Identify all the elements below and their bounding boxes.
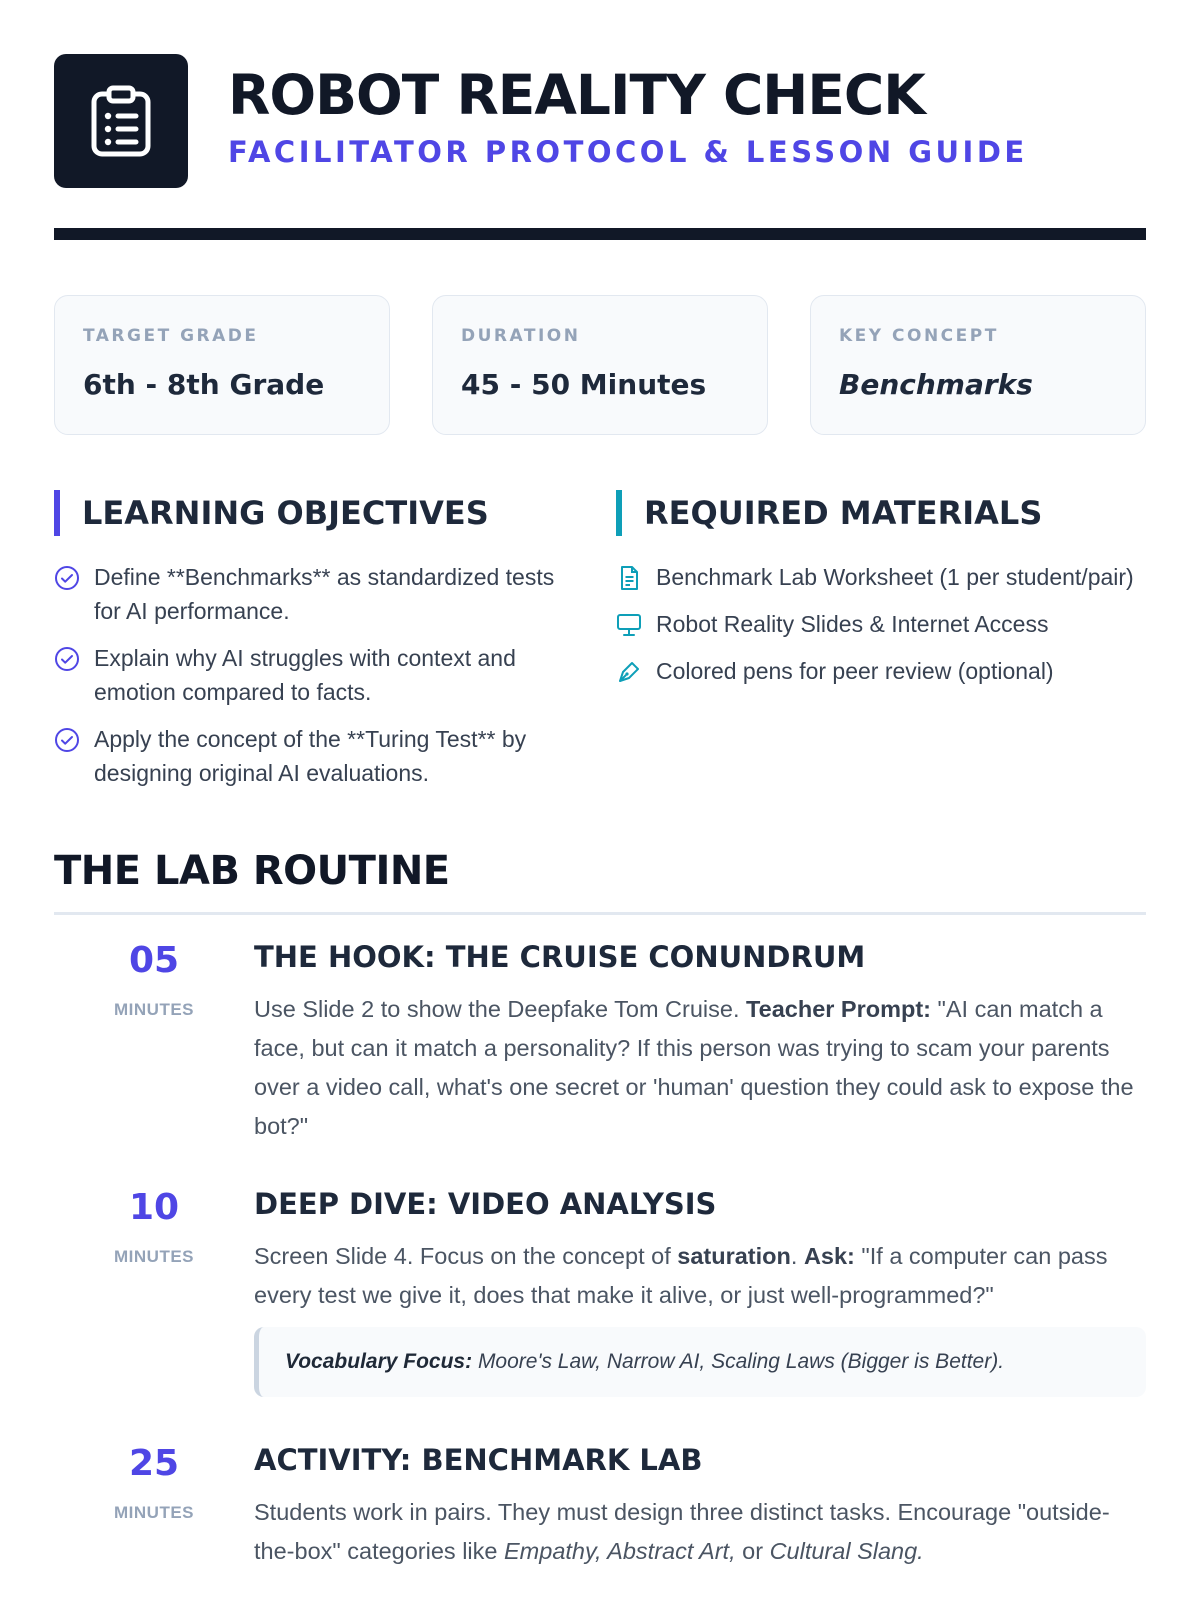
card-value: Benchmarks xyxy=(839,368,1033,401)
header xyxy=(54,54,1146,188)
step-minutes: 10 xyxy=(128,1187,180,1228)
check-circle-icon xyxy=(54,727,80,753)
card-value: 45 - 50 Minutes xyxy=(461,368,707,401)
required-materials-section xyxy=(616,490,1136,704)
page-title: ROBOT REALITY CHECK xyxy=(228,63,925,127)
card-label: TARGET GRADE xyxy=(83,326,259,346)
check-circle-icon xyxy=(54,565,80,591)
clipboard-list-icon xyxy=(54,54,188,188)
list-item: Colored pens for peer review (optional) xyxy=(616,654,1136,688)
routine-divider xyxy=(54,912,1146,915)
list-item: Robot Reality Slides & Internet Access xyxy=(616,607,1136,641)
section-heading: LEARNING OBJECTIVES xyxy=(54,490,574,536)
list-item: Define **Benchmarks** as standardized tests for AI performance. xyxy=(54,560,574,628)
document-icon xyxy=(616,565,642,591)
step-minutes: 25 xyxy=(128,1443,180,1484)
section-heading: REQUIRED MATERIALS xyxy=(616,490,1136,536)
card-value: 6th - 8th Grade xyxy=(83,368,325,401)
info-card-key-concept xyxy=(810,295,1146,435)
list-item: Apply the concept of the **Turing Test** by designing original AI evaluations. xyxy=(54,722,574,790)
vocabulary-callout: Vocabulary Focus: Moore's Law, Narrow AI, Scaling Laws (Bigger is Better). xyxy=(254,1327,1146,1397)
step-title: ACTIVITY: BENCHMARK LAB xyxy=(254,1443,703,1477)
list-item: Benchmark Lab Worksheet (1 per student/pair) xyxy=(616,560,1136,594)
learning-objectives-section xyxy=(54,490,574,806)
step-title: DEEP DIVE: VIDEO ANALYSIS xyxy=(254,1187,717,1221)
step-body: Students work in pairs. They must design three distinct tasks. Encourage "outside-the-box" categories like Empathy, Abstract Art, or Cultural Slang. xyxy=(254,1499,1110,1564)
step-unit: MINUTES xyxy=(114,1503,194,1522)
step-unit: MINUTES xyxy=(114,1247,194,1266)
step-body: Use Slide 2 to show the Deepfake Tom Cruise. Teacher Prompt: "AI can match a face, but can it match a personality? If this person was trying to scam your parents over a video call, what's one secret or 'human' question they could ask to expose the bot?" xyxy=(254,996,1134,1139)
pen-icon xyxy=(616,659,642,685)
info-card-duration xyxy=(432,295,768,435)
card-label: KEY CONCEPT xyxy=(839,326,999,346)
step-minutes: 05 xyxy=(128,940,180,981)
step-unit: MINUTES xyxy=(114,1000,194,1019)
card-label: DURATION xyxy=(461,326,581,346)
info-card-target-grade xyxy=(54,295,390,435)
list-item: Explain why AI struggles with context and emotion compared to facts. xyxy=(54,641,574,709)
step-body: Screen Slide 4. Focus on the concept of saturation. Ask: "If a computer can pass every test we give it, does that make it alive, or just well-programmed?" xyxy=(254,1243,1108,1308)
step-title: THE HOOK: THE CRUISE CONUNDRUM xyxy=(254,940,866,974)
header-divider xyxy=(54,228,1146,240)
routine-title: THE LAB ROUTINE xyxy=(54,848,450,894)
check-circle-icon xyxy=(54,646,80,672)
monitor-icon xyxy=(616,612,642,638)
page-subtitle: FACILITATOR PROTOCOL & LESSON GUIDE xyxy=(228,135,1028,169)
